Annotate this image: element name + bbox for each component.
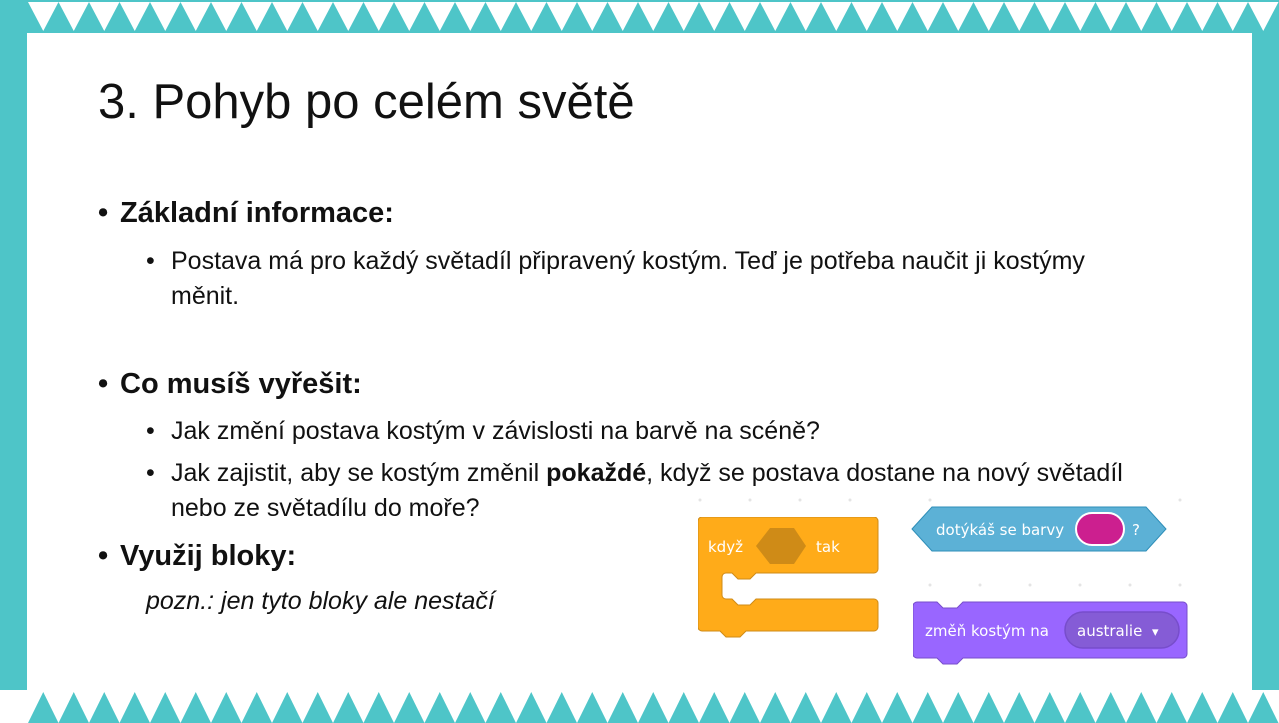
question-mark: ? [1132, 521, 1140, 539]
bullet-what-to-solve [98, 368, 362, 401]
bullet-dot: • [146, 459, 155, 487]
switch-costume-label: změň kostým na [925, 622, 1049, 640]
sub-bullet-costume-info [146, 244, 1146, 314]
if-then-block[interactable] [698, 517, 882, 643]
sub-bullet-question-1 [146, 414, 1166, 449]
costume-info-text: Postava má pro každý světadíl připravený kostým. Teď je potřeba naučit ji kostýmy měnit. [171, 247, 1085, 310]
costume-value: australie [1077, 622, 1143, 640]
right-border [1252, 0, 1279, 723]
question-1-text: Jak změní postava kostým v závislosti na barvě na scéně? [171, 417, 820, 445]
bullet-use-blocks [98, 540, 296, 573]
touching-color-block[interactable] [910, 505, 1170, 553]
touching-label: dotýkáš se barvy [936, 521, 1065, 539]
note-text: pozn.: jen tyto bloky ale nestačí [146, 587, 495, 615]
then-label: tak [816, 538, 840, 556]
question-2-part-1: Jak zajistit, aby se kostým změnil [171, 459, 547, 487]
color-swatch[interactable] [1076, 513, 1124, 545]
heading-basic-info: Základní informace: [120, 197, 394, 229]
question-2-part-2: , když se postava dostane na nový světadíl nebo ze světadílu do moře? [171, 459, 1123, 522]
bullet-dot: • [146, 247, 155, 275]
bullet-basic-info [98, 197, 394, 230]
heading-use-blocks: Využij bloky: [120, 540, 297, 572]
heading-what-to-solve: Co musíš vyřešit: [120, 368, 362, 400]
question-2-emphasis: pokaždé [546, 459, 647, 487]
left-border [0, 0, 27, 723]
switch-costume-block[interactable] [913, 600, 1191, 668]
bullet-dot: • [98, 368, 109, 400]
bullet-dot: • [98, 197, 109, 229]
slide-title: 3. Pohyb po celém světě [98, 75, 635, 129]
chevron-down-icon: ▾ [1152, 625, 1159, 640]
if-label: když [708, 538, 743, 556]
bullet-dot: • [98, 540, 109, 572]
bottom-triangle-border [0, 690, 1279, 723]
bullet-dot: • [146, 417, 155, 445]
top-triangle-border [0, 0, 1279, 33]
